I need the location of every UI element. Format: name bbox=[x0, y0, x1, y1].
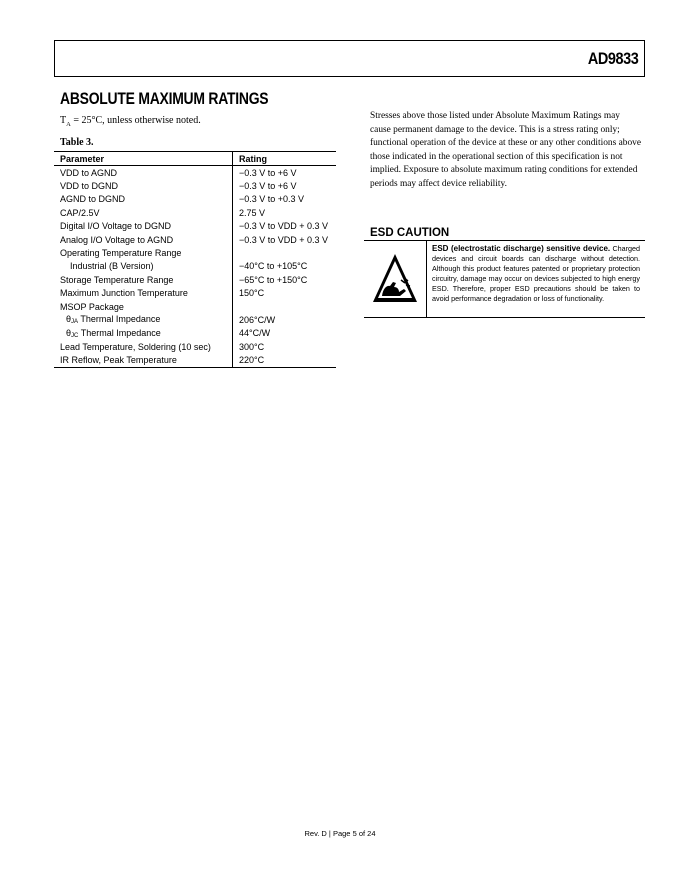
table-header-row bbox=[54, 152, 336, 166]
esd-sensitive-device-icon bbox=[371, 252, 419, 306]
rating-cell: −40°C to +105°C bbox=[239, 261, 308, 272]
rating-cell: 220°C bbox=[233, 353, 337, 367]
table-caption: Table 3. bbox=[60, 137, 94, 148]
esd-body: Charged devices and circuit boards can discharge without detection. Although this product features patented or proprietary protection circuitry, damage may occur on devices subjected to high energy ESD. Therefore, proper ESD precautions should be taken to avoid performance degradation or loss of functionality. bbox=[432, 244, 641, 303]
param-cell bbox=[54, 327, 233, 340]
table-row bbox=[54, 327, 336, 340]
esd-caution-title: ESD CAUTION bbox=[370, 227, 450, 239]
rating-cell: −65°C to +150°C bbox=[239, 274, 308, 285]
table-row bbox=[54, 300, 336, 313]
rating-cell: 206°C/W bbox=[239, 314, 276, 325]
table-row bbox=[54, 220, 336, 233]
param-cell: Lead Temperature, Soldering (10 sec) bbox=[54, 340, 233, 353]
stress-paragraph: Stresses above those listed under Absolute Maximum Ratings may cause permanent damage to the device. This is a stress rating only; functional operation of the device at these or any other conditions above those indicated in the operational section of this specification is not implied. Exposure to absolute maximum rating conditions for extended periods may affect device reliability. bbox=[370, 111, 642, 189]
param-cell: Analog I/O Voltage to AGND bbox=[54, 233, 233, 246]
param-cell: Maximum Junction Temperature bbox=[54, 287, 233, 300]
param-text: Thermal Impedance bbox=[78, 327, 161, 338]
rating-cell bbox=[233, 246, 337, 259]
esd-lead: ESD (electrostatic discharge) sensitive device. bbox=[432, 244, 611, 253]
header-rating: Rating bbox=[233, 152, 337, 166]
esd-caution-box bbox=[364, 240, 645, 318]
rating-cell: −0.3 V to +0.3 V bbox=[239, 194, 305, 205]
param-cell: IR Reflow, Peak Temperature bbox=[54, 353, 233, 367]
table-row bbox=[54, 193, 336, 206]
param-cell: VDD to AGND bbox=[54, 166, 233, 180]
part-number: AD9833 bbox=[587, 49, 638, 68]
table-row bbox=[54, 166, 336, 180]
table-row bbox=[54, 313, 336, 326]
rating-cell: 44°C/W bbox=[239, 328, 271, 339]
param-cell bbox=[54, 313, 233, 326]
ambient-condition bbox=[60, 115, 201, 128]
rating-cell: −0.3 V to VDD + 0.3 V bbox=[239, 234, 329, 245]
table-row bbox=[54, 260, 336, 273]
table-row bbox=[54, 233, 336, 246]
rating-cell: 150°C bbox=[239, 288, 265, 299]
rating-cell bbox=[233, 300, 337, 313]
rating-cell: 300°C bbox=[239, 341, 265, 352]
page-footer: Rev. D | Page 5 of 24 bbox=[304, 829, 376, 838]
rating-cell: −0.3 V to +6 V bbox=[239, 181, 297, 192]
param-cell: Operating Temperature Range bbox=[54, 246, 233, 259]
condition-prefix: T bbox=[60, 115, 67, 126]
table-row bbox=[54, 206, 336, 219]
param-text: Thermal Impedance bbox=[78, 314, 161, 325]
param-cell: VDD to DGND bbox=[54, 179, 233, 192]
theta-symbol: θ bbox=[66, 314, 72, 325]
condition-text: = 25°C, unless otherwise noted. bbox=[70, 115, 201, 126]
rating-cell: −0.3 V to +6 V bbox=[239, 167, 297, 178]
rating-cell: 2.75 V bbox=[239, 207, 266, 218]
header-parameter: Parameter bbox=[54, 152, 233, 166]
theta-subscript: JC bbox=[71, 332, 79, 339]
param-cell: Industrial (B Version) bbox=[54, 260, 233, 273]
table-row bbox=[54, 179, 336, 192]
condition-subscript: A bbox=[66, 121, 71, 128]
section-title: ABSOLUTE MAXIMUM RATINGS bbox=[60, 89, 269, 108]
param-cell: MSOP Package bbox=[54, 300, 233, 313]
rating-cell: −0.3 V to VDD + 0.3 V bbox=[239, 221, 329, 232]
param-cell: AGND to DGND bbox=[54, 193, 233, 206]
param-cell: CAP/2.5V bbox=[54, 206, 233, 219]
esd-divider bbox=[426, 241, 427, 317]
theta-symbol: θ bbox=[66, 327, 72, 338]
page-header bbox=[54, 40, 645, 77]
table-row bbox=[54, 273, 336, 286]
table-row bbox=[54, 353, 336, 367]
absolute-max-ratings-table bbox=[54, 151, 336, 368]
esd-caution-text bbox=[432, 244, 640, 304]
param-cell: Storage Temperature Range bbox=[54, 273, 233, 286]
table-row bbox=[54, 246, 336, 259]
table-row bbox=[54, 340, 336, 353]
table-row bbox=[54, 287, 336, 300]
theta-subscript: JA bbox=[71, 319, 79, 326]
param-cell: Digital I/O Voltage to DGND bbox=[54, 220, 233, 233]
